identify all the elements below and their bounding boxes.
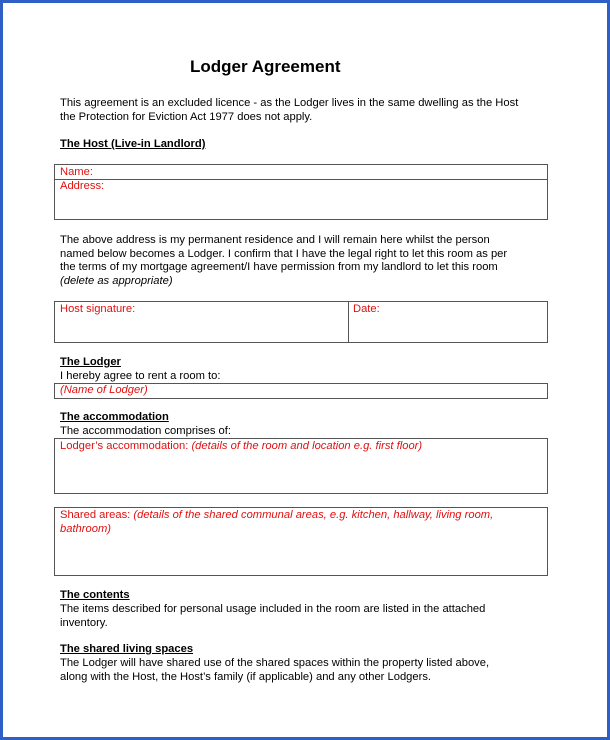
host-details-box [54, 164, 548, 220]
host-statement-line-2: named below becomes a Lodger. I confirm that I have the legal right to let this room as per [60, 247, 508, 260]
contents-heading: The contents [60, 589, 130, 601]
page-title: Lodger Agreement [190, 57, 341, 76]
lodger-accommodation-hint: (details of the room and location e.g. first floor) [191, 440, 423, 452]
contents-line-2: inventory. [60, 616, 108, 629]
lodger-heading: The Lodger [60, 356, 121, 368]
contents-line-1: The items described for personal usage included in the room are listed in the attached [60, 603, 486, 615]
host-statement-line-3: the terms of my mortgage agreement/I have permission from my landlord to let this room [60, 261, 498, 274]
shared-spaces-line-2: along with the Host, the Host’s family (if applicable) and any other Lodgers. [60, 670, 432, 683]
host-address-field[interactable]: Address: [60, 180, 105, 192]
lodger-text: I hereby agree to rent a room to: [60, 370, 221, 382]
shared-spaces-paragraph [60, 657, 489, 684]
shared-areas-field [60, 509, 493, 536]
host-name-field[interactable]: Name: [60, 166, 93, 178]
host-heading: The Host (Live-in Landlord) [60, 138, 206, 150]
contents-paragraph [60, 603, 485, 630]
accommodation-text: The accommodation comprises of: [60, 425, 231, 437]
host-statement-line-4: (delete as appropriate) [60, 274, 173, 287]
intro-line-1: This agreement is an excluded licence - as the Lodger lives in the same dwelling as the Host [60, 97, 519, 109]
shared-areas-hint-line-2: bathroom) [60, 522, 111, 535]
host-signature-field[interactable]: Host signature: [60, 303, 136, 315]
lodger-accommodation-field [60, 440, 422, 454]
shared-spaces-line-1: The Lodger will have shared use of the shared spaces within the property listed above, [60, 657, 490, 669]
host-date-field[interactable]: Date: [353, 303, 380, 315]
intro-line-2: the Protection for Eviction Act 1977 does not apply. [60, 110, 313, 123]
shared-spaces-heading: The shared living spaces [60, 643, 194, 655]
accommodation-heading: The accommodation [60, 411, 169, 423]
shared-areas-hint-line-1: (details of the shared communal areas, e.g. kitchen, hallway, living room, [133, 509, 494, 521]
host-details-divider [55, 179, 547, 180]
lodger-name-box [54, 383, 548, 399]
lodger-name-field[interactable]: (Name of Lodger) [60, 384, 148, 396]
shared-areas-box[interactable] [54, 507, 548, 576]
lodger-accommodation-box[interactable] [54, 438, 548, 494]
intro-paragraph [60, 97, 518, 124]
host-statement-line-1: The above address is my permanent residence and I will remain here whilst the person [60, 234, 490, 246]
lodger-accommodation-label: Lodger’s accommodation: [60, 440, 192, 452]
signature-date-divider [348, 302, 349, 342]
host-signature-box [54, 301, 548, 343]
host-statement [60, 234, 507, 288]
shared-areas-label: Shared areas: [60, 509, 134, 521]
